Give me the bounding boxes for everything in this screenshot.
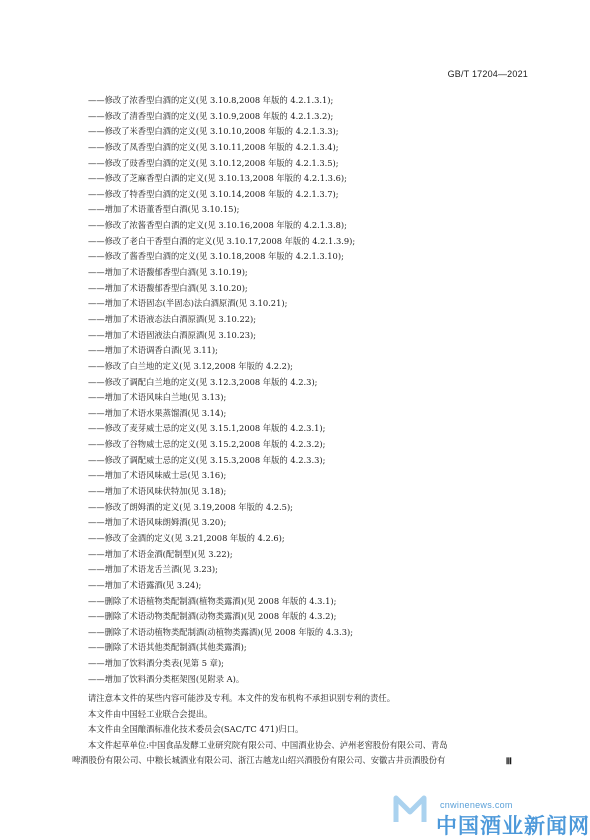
- list-item: ——增加了术语液态法白酒原酒(见 3.10.22);: [88, 313, 257, 324]
- list-item: ——修改了米香型白酒的定义(见 3.10.10,2008 年版的 4.2.1.3.3);: [88, 126, 339, 137]
- list-item: ——修改了清香型白酒的定义(见 3.10.9,2008 年版的 4.2.1.3.2);: [88, 110, 334, 121]
- list-item: ——增加了术语风味白兰地(见 3.13);: [88, 392, 227, 403]
- patent-notice: 请注意本文件的某些内容可能涉及专利。本文件的发布机构不承担识别专利的责任。: [88, 693, 395, 703]
- list-item: ——增加了术语风味伏特加(见 3.18);: [88, 486, 227, 497]
- list-item: ——增加了术语馥郁香型白酒(见 3.10.19);: [88, 267, 248, 278]
- watermark-url: cnwinenews.com: [440, 800, 513, 810]
- list-item: ——删除了术语其他类配制酒(其他类露酒);: [88, 642, 247, 653]
- list-item: ——修改了白兰地的定义(见 3.12,2008 年版的 4.2.2);: [88, 360, 293, 371]
- list-item: ——增加了饮料酒分类表(见第 5 章);: [88, 658, 224, 669]
- watermark-site-name: 中国酒业新闻网: [436, 814, 590, 838]
- list-item: ——修改了金酒的定义(见 3.21,2008 年版的 4.2.6);: [88, 532, 285, 543]
- drafting-units-line-2: 啤酒股份有限公司、中粮长城酒业有限公司、浙江古越龙山绍兴酒股份有限公司、安徽古井贡酒股份有: [72, 755, 446, 766]
- list-item: ——修改了调配威士忌的定义(见 3.15.3,2008 年版的 4.2.3.3);: [88, 454, 326, 465]
- list-item: ——修改了浓香型白酒的定义(见 3.10.8,2008 年版的 4.2.1.3.1);: [88, 95, 334, 105]
- page-number: Ⅲ: [505, 756, 512, 766]
- list-item: ——增加了术语固态(半固态)法白酒原酒(见 3.10.21);: [88, 298, 288, 309]
- list-item: ——增加了术语露酒(见 3.24);: [88, 579, 202, 590]
- watermark-logo-icon: [390, 788, 430, 828]
- list-item: ——增加了术语董香型白酒(见 3.10.15);: [88, 204, 240, 215]
- list-item: ——修改了老白干香型白酒的定义(见 3.10.17,2008 年版的 4.2.1.3.9);: [88, 235, 356, 246]
- list-item: ——删除了术语植物类配制酒(植物类露酒)(见 2008 年版的 4.3.1);: [88, 595, 337, 606]
- list-item: ——删除了术语动物类配制酒(动物类露酒)(见 2008 年版的 4.3.2);: [88, 611, 337, 622]
- drafting-units-line-1: 本文件起草单位:中国食品发酵工业研究院有限公司、中国酒业协会、泸州老窖股份有限公司、青岛: [88, 739, 448, 750]
- list-item: ——增加了术语水果蒸馏酒(见 3.14);: [88, 407, 227, 418]
- list-item: ——修改了凤香型白酒的定义(见 3.10.11,2008 年版的 4.2.1.3.4);: [88, 141, 339, 152]
- list-item: ——修改了浓酱香型白酒的定义(见 3.10.16,2008 年版的 4.2.1.3.8);: [88, 220, 347, 231]
- list-item: ——修改了特香型白酒的定义(见 3.10.14,2008 年版的 4.2.1.3.7);: [88, 188, 339, 199]
- proposed-by: 本文件由中国轻工业联合会提出。: [88, 708, 213, 719]
- list-item: ——修改了酱香型白酒的定义(见 3.10.18,2008 年版的 4.2.1.3.10);: [88, 251, 344, 262]
- list-item: ——增加了术语馥郁香型白酒(见 3.10.20);: [88, 282, 248, 293]
- managed-by: 本文件由全国酿酒标准化技术委员会(SAC/TC 471)归口。: [88, 724, 304, 735]
- list-item: ——增加了术语固液法白酒原酒(见 3.10.23);: [88, 329, 257, 340]
- standard-code: GB/T 17204—2021: [447, 69, 528, 79]
- foreword-paragraphs: [72, 691, 540, 769]
- list-item: ——增加了术语金酒(配制型)(见 3.22);: [88, 548, 233, 559]
- list-item: ——修改了调配白兰地的定义(见 3.12.3,2008 年版的 4.2.3);: [88, 376, 318, 387]
- revision-list: [88, 93, 548, 687]
- list-item: ——增加了术语调香白酒(见 3.11);: [88, 345, 218, 356]
- list-item: ——修改了豉香型白酒的定义(见 3.10.12,2008 年版的 4.2.1.3.5);: [88, 157, 339, 168]
- list-item: ——增加了术语龙舌兰酒(见 3.23);: [88, 564, 218, 575]
- list-item: ——修改了谷物威士忌的定义(见 3.15.2,2008 年版的 4.2.3.2);: [88, 439, 326, 450]
- list-item: ——删除了术语动植物类配制酒(动植物类露酒)(见 2008 年版的 4.3.3);: [88, 626, 354, 637]
- list-item: ——增加了术语风味威士忌(见 3.16);: [88, 470, 227, 481]
- list-item: ——修改了芝麻香型白酒的定义(见 3.10.13,2008 年版的 4.2.1.3.6);: [88, 173, 347, 184]
- list-item: ——修改了麦芽威士忌的定义(见 3.15.1,2008 年版的 4.2.3.1);: [88, 423, 326, 434]
- list-item: ——增加了饮料酒分类框架图(见附录 A)。: [88, 673, 245, 684]
- list-item: ——修改了朗姆酒的定义(见 3.19,2008 年版的 4.2.5);: [88, 501, 293, 512]
- list-item: ——增加了术语风味朗姆酒(见 3.20);: [88, 517, 227, 528]
